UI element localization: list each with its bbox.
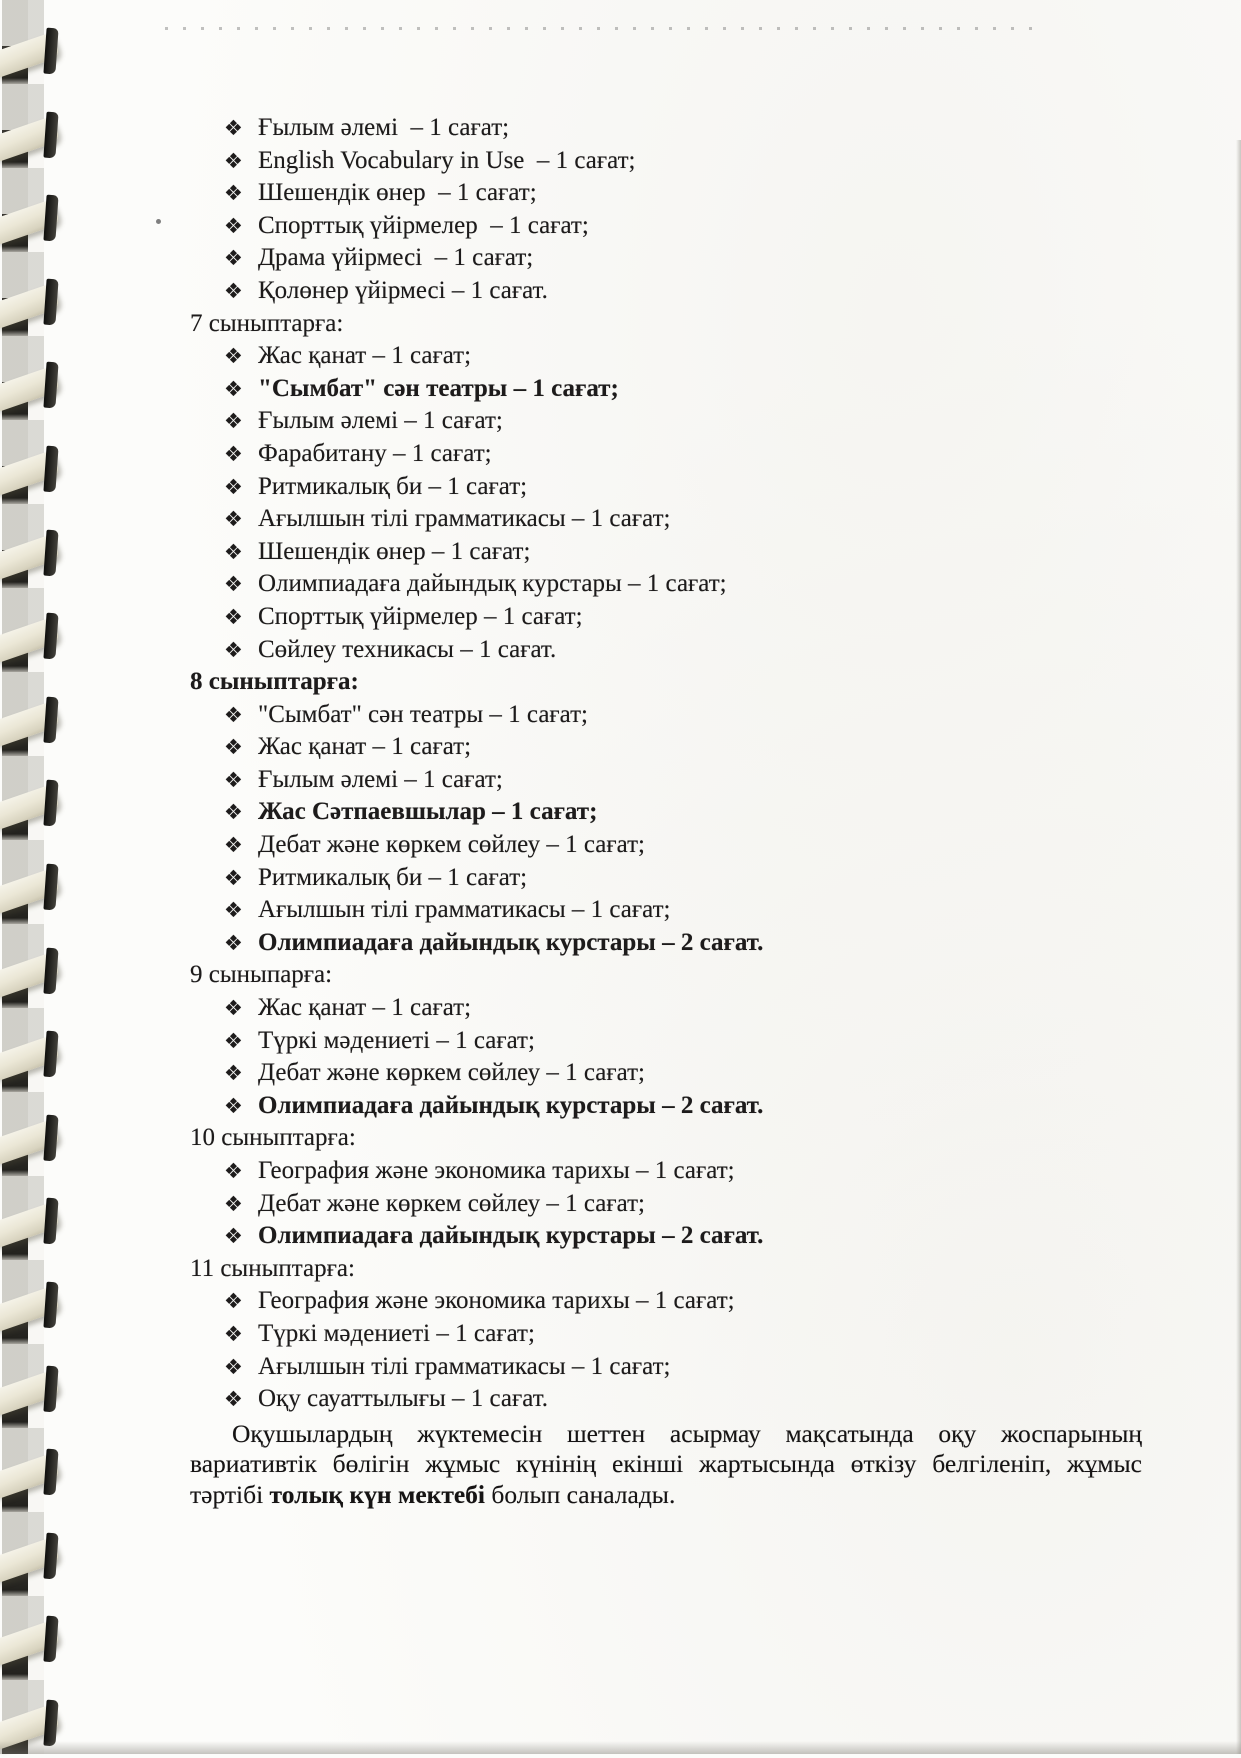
list-item-text: Сөйлеу техникасы – 1 сағат. — [258, 635, 557, 663]
diamond-bullet-icon: ❖ — [224, 898, 243, 923]
list-item-text: География және экономика тарихы – 1 сағат; — [258, 1157, 735, 1184]
list-item — [0, 1318, 1241, 1351]
diamond-bullet-icon: ❖ — [224, 735, 243, 760]
list-item — [0, 1220, 1241, 1253]
list-item — [0, 1383, 1241, 1416]
list-item — [0, 829, 1241, 862]
list-item-text: Түркі мәдениеті – 1 сағат; — [258, 1319, 535, 1347]
list-item-text: "Сымбат" сән театры – 1 сағат; — [258, 700, 588, 728]
list-item — [0, 1351, 1241, 1384]
diamond-bullet-icon: ❖ — [224, 148, 243, 173]
list-item — [0, 340, 1241, 373]
diamond-bullet-icon: ❖ — [224, 1028, 243, 1053]
diamond-bullet-icon: ❖ — [224, 1093, 243, 1118]
binding-ring — [0, 195, 64, 253]
list-item — [0, 601, 1241, 634]
diamond-bullet-icon: ❖ — [224, 1159, 243, 1183]
list-item-text: Жас қанат – 1 сағат; — [258, 733, 472, 761]
diamond-bullet-icon: ❖ — [224, 213, 243, 238]
section-header: 7 сыныптарға: — [190, 309, 344, 337]
closing-text-before: Оқушылардың жүктемесін шеттен асырмау мақсатында оқу жоспарының вариативтік бөлігін жұмыс күнінің екінші жартысында өткізу белгіленіп, жұмыс тәртібі — [190, 1418, 1142, 1509]
list-item — [0, 568, 1241, 601]
list-item-text: Дебат және көркем сөйлеу – 1 сағат; — [258, 1189, 645, 1217]
diamond-bullet-icon: ❖ — [224, 507, 243, 532]
diamond-bullet-icon: ❖ — [224, 865, 243, 890]
list-item — [0, 699, 1241, 732]
binding-ring — [0, 28, 64, 86]
list-item-text: Драма үйірмесі – 1 сағат; — [258, 244, 534, 272]
list-item-text: Ғылым әлемі – 1 сағат; — [258, 765, 503, 793]
list-item — [0, 731, 1241, 764]
diamond-bullet-icon: ❖ — [224, 1224, 243, 1249]
list-item — [0, 894, 1241, 927]
binding-ring — [0, 530, 64, 588]
binding-ring — [0, 362, 64, 420]
list-item — [0, 373, 1241, 406]
closing-paragraph — [190, 1419, 1142, 1511]
diamond-bullet-icon: ❖ — [224, 833, 243, 858]
list-item-text: Дебат және көркем сөйлеу – 1 сағат; — [258, 831, 645, 859]
list-item — [0, 992, 1241, 1025]
diamond-bullet-icon: ❖ — [224, 572, 243, 597]
list-item — [0, 405, 1241, 438]
diamond-bullet-icon: ❖ — [224, 800, 243, 825]
binding-ring — [0, 446, 64, 504]
list-item — [0, 1090, 1241, 1123]
document-content — [0, 112, 1241, 1511]
diamond-bullet-icon: ❖ — [224, 1387, 243, 1412]
section-header: 9 сыныпарға: — [190, 961, 333, 989]
diamond-bullet-icon: ❖ — [224, 637, 243, 662]
list-item-text: Ағылшын тілі грамматикасы – 1 сағат; — [258, 505, 671, 533]
page-bottom-shadow — [0, 1741, 1241, 1754]
list-item — [0, 536, 1241, 569]
list-item-text: Спорттық үйірмелер – 1 сағат; — [258, 211, 589, 239]
diamond-bullet-icon: ❖ — [224, 930, 243, 955]
list-item-text: Жас Сәтпаевшылар – 1 сағат; — [258, 798, 598, 826]
scan-artifact-dotted-line — [165, 27, 1035, 30]
list-item-text: Дебат және көркем сөйлеу – 1 сағат; — [258, 1059, 645, 1087]
diamond-bullet-icon: ❖ — [224, 246, 243, 271]
list-item — [0, 1285, 1241, 1318]
list-item — [0, 145, 1241, 178]
closing-text-bold: толық күн мектебі — [269, 1479, 486, 1509]
list-item-text: Шешендік өнер – 1 сағат; — [258, 179, 537, 207]
list-item-text: Түркі мәдениеті – 1 сағат; — [258, 1026, 535, 1054]
list-item-text: Олимпиадаға дайындық курстары – 2 сағат. — [258, 928, 764, 956]
diamond-bullet-icon: ❖ — [224, 1061, 243, 1086]
binding-ring — [0, 1198, 64, 1256]
binding-ring — [0, 1533, 64, 1591]
list-item-text: Олимпиадаға дайындық курстары – 1 сағат; — [258, 570, 727, 598]
list-item-text: "Сымбат" сән театры – 1 сағат; — [258, 374, 619, 402]
diamond-bullet-icon: ❖ — [224, 181, 243, 206]
binding-ring — [0, 112, 64, 170]
diamond-bullet-icon: ❖ — [224, 539, 243, 564]
binding-ring — [0, 948, 64, 1006]
binding-ring — [0, 1031, 64, 1089]
list-item — [0, 1025, 1241, 1058]
list-item — [0, 1155, 1241, 1188]
binding-ring — [0, 1449, 64, 1507]
diamond-bullet-icon: ❖ — [224, 116, 243, 140]
binding-ring — [0, 1282, 64, 1340]
list-item — [0, 471, 1241, 504]
list-item-text: Ағылшын тілі грамматикасы – 1 сағат; — [258, 1352, 671, 1380]
list-item-text: Ритмикалық би – 1 сағат; — [258, 472, 528, 500]
list-item-text: Спорттық үйірмелер – 1 сағат; — [258, 602, 583, 630]
diamond-bullet-icon: ❖ — [224, 767, 243, 792]
list-item — [0, 503, 1241, 536]
list-item — [0, 112, 1241, 145]
list-item-text: Фарабитану – 1 сағат; — [258, 439, 492, 467]
diamond-bullet-icon: ❖ — [224, 702, 243, 727]
diamond-bullet-icon: ❖ — [224, 1354, 243, 1379]
list-item-text: English Vocabulary in Use – 1 сағат; — [258, 146, 636, 174]
diamond-bullet-icon: ❖ — [224, 604, 243, 629]
list-item — [0, 1057, 1241, 1090]
binding-ring — [0, 1366, 64, 1424]
diamond-bullet-icon: ❖ — [224, 344, 243, 369]
binding-ring — [0, 1616, 64, 1674]
list-item — [0, 796, 1241, 829]
document-lines — [0, 112, 1241, 1416]
list-item-text: Қолөнер үйірмесі – 1 сағат. — [258, 276, 548, 304]
list-item-text: Олимпиадаға дайындық курстары – 2 сағат. — [258, 1091, 764, 1119]
diamond-bullet-icon: ❖ — [224, 474, 243, 499]
binding-ring — [0, 780, 64, 838]
list-item — [0, 210, 1241, 243]
page-right-shadow — [1236, 140, 1241, 1754]
list-item-text: Олимпиадаға дайындық курстары – 2 сағат. — [258, 1222, 764, 1250]
binding-ring — [0, 697, 64, 755]
diamond-bullet-icon: ❖ — [224, 1191, 243, 1216]
list-item — [0, 275, 1241, 308]
list-item-text: Оқу сауаттылығы – 1 сағат. — [258, 1385, 549, 1413]
diamond-bullet-icon: ❖ — [224, 996, 243, 1021]
binding-ring — [0, 613, 64, 671]
spiral-binding — [0, 0, 90, 1754]
diamond-bullet-icon: ❖ — [224, 278, 243, 303]
list-item-text: Шешендік өнер – 1 сағат; — [258, 537, 531, 565]
list-item — [0, 438, 1241, 471]
list-item-text: Ғылым әлемі – 1 сағат; — [258, 114, 510, 141]
list-item — [0, 634, 1241, 667]
list-item — [0, 862, 1241, 895]
section-header: 8 сыныптарға: — [190, 668, 359, 696]
binding-ring — [0, 864, 64, 922]
diamond-bullet-icon: ❖ — [224, 1289, 243, 1314]
list-item-text: География және экономика тарихы – 1 сағат; — [258, 1287, 735, 1315]
list-item — [0, 927, 1241, 960]
closing-text-after: болып саналады. — [485, 1479, 676, 1509]
binding-ring — [0, 1115, 64, 1173]
list-item — [0, 177, 1241, 210]
diamond-bullet-icon: ❖ — [224, 409, 243, 434]
diamond-bullet-icon: ❖ — [224, 1321, 243, 1346]
list-item — [0, 764, 1241, 797]
list-item — [0, 1188, 1241, 1221]
list-item-text: Ритмикалық би – 1 сағат; — [258, 863, 528, 891]
list-item-text: Ағылшын тілі грамматикасы – 1 сағат; — [258, 896, 671, 924]
binding-ring — [0, 279, 64, 337]
list-item-text: Жас қанат – 1 сағат; — [258, 994, 472, 1022]
list-item-text: Ғылым әлемі – 1 сағат; — [258, 407, 503, 435]
list-item-text: Жас қанат – 1 сағат; — [258, 342, 472, 370]
list-item — [0, 242, 1241, 275]
section-header: 10 сыныптарға: — [190, 1124, 356, 1152]
section-header: 11 сыныптарға: — [190, 1254, 355, 1282]
diamond-bullet-icon: ❖ — [224, 376, 243, 401]
diamond-bullet-icon: ❖ — [224, 441, 243, 466]
